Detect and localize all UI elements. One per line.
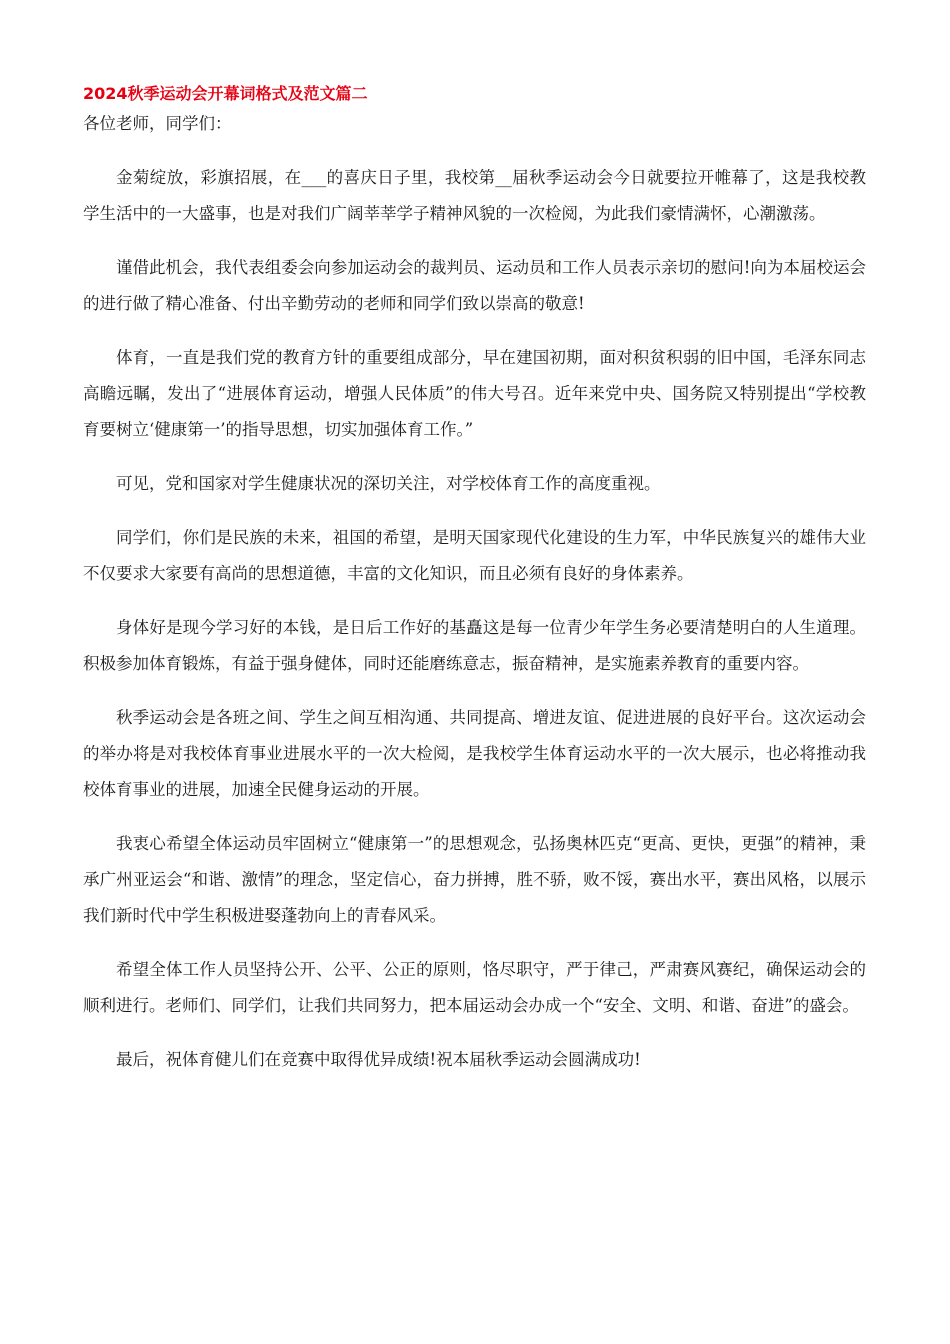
paragraph-1: 金菊绽放，彩旗招展，在___的喜庆日子里，我校第__届秋季运动会今日就要拉开帷幕了，这是我校教学生活中的一大盛事，也是对我们广阔莘莘学子精神风貌的一次检阅，为此我们豪情满怀，心潮激荡。: [83, 168, 866, 223]
paragraph-9: 希望全体工作人员坚持公开、公平、公正的原则，恪尽职守，严于律己，严肃赛风赛纪，确保运动会的顺利进行。老师们、同学们，让我们共同努力，把本届运动会办成一个“安全、文明、和谐、奋进”的盛会。: [83, 960, 866, 1015]
paragraph-5: 同学们，你们是民族的未来，祖国的希望，是明天国家现代化建设的生力军，中华民族复兴的雄伟大业不仅要求大家要有高尚的思想道德，丰富的文化知识，而且必须有良好的身体素养。: [83, 528, 866, 583]
paragraph-2: 谨借此机会，我代表组委会向参加运动会的裁判员、运动员和工作人员表示亲切的慰问!向为本届校运会的进行做了精心准备、付出辛勤劳动的老师和同学们致以崇高的敬意!: [83, 258, 866, 313]
paragraph-4: 可见，党和国家对学生健康状况的深切关注，对学校体育工作的高度重视。: [116, 474, 661, 493]
paragraph-6: 身体好是现今学习好的本钱，是日后工作好的基矗这是每一位青少年学生务必要清楚明白的人生道理。积极参加体育锻炼，有益于强身健体，同时还能磨练意志，振奋精神，是实施素养教育的重要内容。: [83, 618, 866, 673]
paragraph-3: 体育，一直是我们党的教育方针的重要组成部分，早在建国初期，面对积贫积弱的旧中国，毛泽东同志高瞻远瞩，发出了“进展体育运动，增强人民体质”的伟大号召。近年来党中央、国务院又特别提出“学校教育要树立‘健康第一’的指导思想，切实加强体育工作。”: [83, 348, 866, 439]
paragraph-10: 最后，祝体育健儿们在竞赛中取得优异成绩!祝本届秋季运动会圆满成功!: [116, 1050, 641, 1069]
document-page: [83, 80, 866, 1078]
document-title: 2024秋季运动会开幕词格式及范文篇二: [83, 84, 368, 103]
paragraph-7: 秋季运动会是各班之间、学生之间互相沟通、共同提高、增进友谊、促进进展的良好平台。这次运动会的举办将是对我校体育事业进展水平的一次大检阅，是我校学生体育运动水平的一次大展示，也必将推动我校体育事业的进展，加速全民健身运动的开展。: [83, 708, 866, 799]
salutation: 各位老师，同学们：: [83, 114, 232, 133]
paragraph-8: 我衷心希望全体运动员牢固树立“健康第一”的思想观念，弘扬奥林匹克“更高、更快，更强”的精神，秉承广州亚运会“和谐、激情”的理念，坚定信心，奋力拼搏，胜不骄，败不馁，赛出水平，赛出风格，以展示我们新时代中学生积极进娶蓬勃向上的青春风采。: [83, 834, 866, 925]
